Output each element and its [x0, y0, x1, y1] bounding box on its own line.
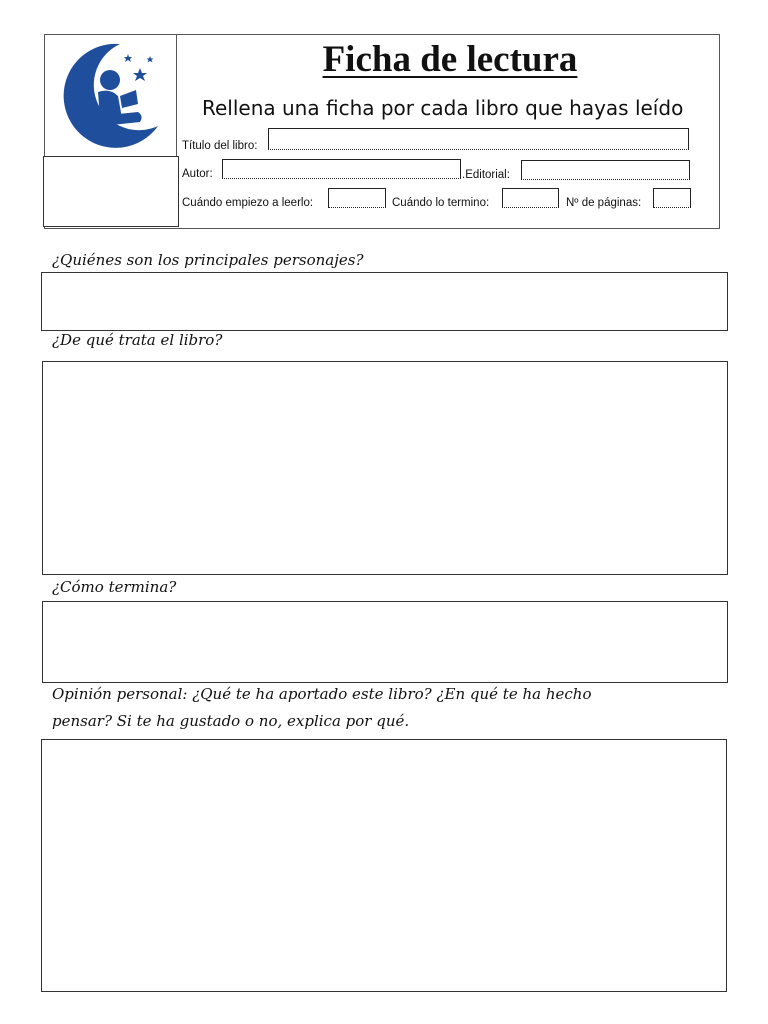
- child-reading-on-moon-logo: [58, 38, 164, 150]
- answer-termina[interactable]: [42, 601, 728, 683]
- paginas-field[interactable]: [653, 188, 691, 208]
- titulo-label: Título del libro:: [182, 140, 258, 152]
- question-opinion-line1: Opinión personal: ¿Qué te ha aportado este libro? ¿En qué te ha hecho: [52, 685, 592, 703]
- page-subtitle: Rellena una ficha por cada libro que hayas leído: [202, 96, 684, 120]
- editorial-label: .Editorial:: [462, 169, 510, 181]
- answer-opinion[interactable]: [41, 739, 727, 992]
- photo-box[interactable]: [43, 156, 179, 227]
- termino-label: Cuándo lo termino:: [392, 197, 490, 209]
- answer-personajes[interactable]: [41, 272, 728, 331]
- logo-cell: [44, 34, 177, 156]
- termino-field[interactable]: [502, 188, 559, 208]
- empiezo-field[interactable]: [328, 188, 386, 208]
- question-personajes: ¿Quiénes son los principales personajes?: [52, 251, 364, 269]
- autor-field[interactable]: [222, 159, 461, 179]
- answer-trata[interactable]: [42, 361, 728, 575]
- empiezo-label: Cuándo empiezo a leerlo:: [182, 197, 314, 209]
- question-trata: ¿De qué trata el libro?: [52, 331, 223, 349]
- question-opinion-line2: pensar? Si te ha gustado o no, explica por qué.: [52, 712, 410, 730]
- editorial-field[interactable]: [521, 160, 690, 180]
- page-title: Ficha de lectura: [322, 39, 578, 80]
- paginas-label: Nº de páginas:: [566, 197, 642, 209]
- question-termina: ¿Cómo termina?: [52, 578, 177, 596]
- titulo-field[interactable]: [268, 128, 689, 150]
- autor-label: Autor:: [182, 168, 213, 180]
